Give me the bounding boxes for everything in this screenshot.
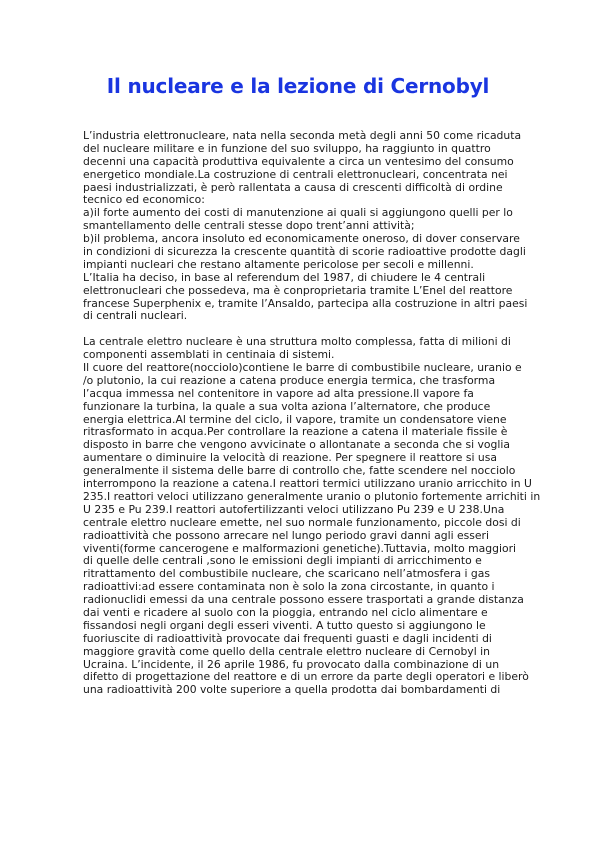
text-line: l’acqua immessa nel contenitore in vapore ad alta pressione.Il vapore fa [83, 386, 474, 400]
text-line: componenti assemblati in centinaia di sistemi. [83, 348, 335, 362]
text-line: a)il forte aumento dei costi di manutenzione ai quali si aggiungono quelli per lo [83, 206, 513, 220]
text-line: ritrattamento del combustibile nucleare, che scaricano nell’atmosfera i gas [83, 567, 491, 581]
text-line: di quelle delle centrali ,sono le emissioni degli impianti di arricchimento e [83, 554, 482, 568]
text-line: centrale elettro nucleare emette, nel suo normale funzionamento, piccole dosi di [83, 515, 521, 529]
text-line: generalmente il sistema delle barre di controllo che, fatte scendere nel nocciolo [83, 464, 516, 478]
text-line: fissandosi negli organi degli esseri viventi. A tutto questo si aggiungono le [83, 618, 486, 632]
text-line: aumentare o diminuire la velocità di reazione. Per spegnere il reattore si usa [83, 451, 497, 465]
text-line: elettronucleari che possedeva, ma è conproprietaria tramite L’Enel del reattore [83, 283, 513, 297]
text-line: ritrasformato in acqua.Per controllare la reazione a catena il materiale fissile è [83, 425, 508, 439]
text-line: una radioattività 200 volte superiore a quella prodotta dai bombardamenti di [83, 683, 501, 697]
text-line: energetico mondiale.La costruzione di centrali elettronucleari, concentrata nei [83, 167, 508, 181]
text-line: interrompono la reazione a catena.I reattori termici utilizzano uranio arricchito in U [83, 477, 532, 491]
text-line: difetto di progettazione del reattore e di un errore da parte degli operatori e liberò [83, 670, 529, 684]
text-line: francese Superphenix e, tramite l’Ansaldo, partecipa alla costruzione in altri paesi [83, 296, 528, 310]
text-line: paesi industrializzati, è però rallentata a causa di crescenti difficoltà di ordine [83, 180, 503, 194]
text-line: b)il problema, ancora insoluto ed economicamente oneroso, di dover conservare [83, 232, 520, 246]
text-line: maggiore gravità come quello della centrale elettro nucleare di Cernobyl in [83, 644, 490, 658]
text-line: radionuclidi emessi da una centrale possono essere trasportati a grande distanza [83, 593, 524, 607]
text-line: radioattività che possono arrecare nel lungo periodo gravi danni agli esseri [83, 528, 489, 542]
text-line: Ucraina. L’incidente, il 26 aprile 1986, fu provocato dalla combinazione di un [83, 657, 500, 671]
text-line: del nucleare militare e in funzione del suo sviluppo, ha raggiunto in quattro [83, 141, 491, 155]
text-line: in condizioni di sicurezza la crescente quantità di scorie radioattive prodotte dagli [83, 245, 526, 259]
document-title: Il nucleare e la lezione di Cernobyl [106, 74, 490, 98]
text-line: L’industria elettronucleare, nata nella seconda metà degli anni 50 come ricaduta [83, 129, 522, 142]
text-line: impianti nucleari che restano altamente pericolose per secoli e millenni. [83, 257, 474, 271]
text-line: di centrali nucleari. [83, 309, 188, 323]
text-line: decenni una capacità produttiva equivalente a circa un ventesimo del consumo [83, 154, 514, 168]
text-line: fuoriuscite di radioattività provocate dai frequenti guasti e dagli incidenti di [83, 631, 492, 645]
text-line: viventi(forme cancerogene e malformazioni genetiche).Tuttavia, molto maggiori [83, 541, 517, 555]
text-line: L’Italia ha deciso, in base al referendum del 1987, di chiudere le 4 centrali [83, 270, 486, 284]
paragraph [83, 129, 528, 323]
text-line: radioattivi:ad essere contaminata non è solo la zona circostante, in quanto i [83, 580, 495, 594]
text-line: Il cuore del reattore(nocciolo)contiene le barre di combustibile nucleare, uranio e [83, 361, 522, 375]
text-line: /o plutonio, la cui reazione a catena produce energia termica, che trasforma [83, 373, 496, 387]
text-line: funzionare la turbina, la quale a sua volta aziona l’alternatore, che produce [83, 399, 491, 413]
text-line: smantellamento delle centrali stesse dopo trent’anni attività; [83, 219, 415, 233]
text-line: tecnico ed economico: [83, 193, 205, 207]
text-line: La centrale elettro nucleare è una struttura molto complessa, fatta di milioni di [83, 335, 511, 349]
text-line: dai venti e ricadere al suolo con la pioggia, entrando nel ciclo alimentare e [83, 605, 488, 619]
paragraph [83, 335, 541, 697]
text-line: energia elettrica.Al termine del ciclo, il vapore, tramite un condensatore viene [83, 412, 507, 426]
text-line: 235.I reattori veloci utilizzano generalmente uranio o plutonio fortemente arrichiti in [83, 489, 541, 503]
text-line: U 235 e Pu 239.I reattori autofertilizzanti veloci utilizzano Pu 239 e U 238.Una [83, 502, 505, 516]
document-body [83, 129, 541, 697]
text-line: disposto in barre che vengono avvicinate o allontanate a seconda che si voglia [83, 438, 510, 452]
